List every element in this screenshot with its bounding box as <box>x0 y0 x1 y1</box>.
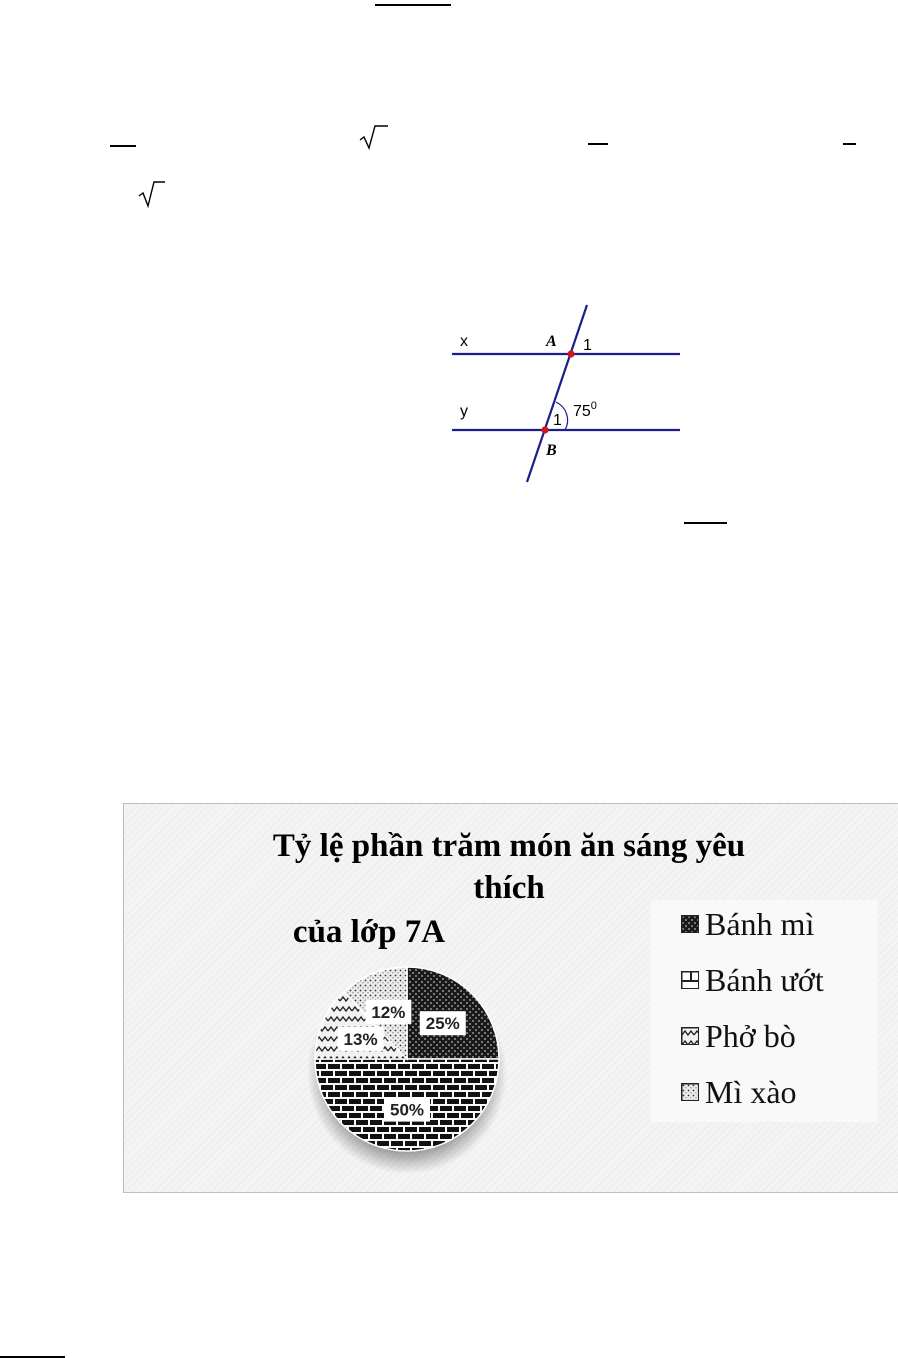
angle-degree-mark: 0 <box>590 400 597 412</box>
pie-chart-card <box>123 803 898 1193</box>
parallel-lines-figure <box>440 295 690 490</box>
legend-swatch-banh-mi <box>681 915 699 933</box>
pie-label-banh-uot <box>384 1098 430 1122</box>
point-b <box>541 426 548 433</box>
angle-a-label: 1 <box>583 337 592 354</box>
chart-legend <box>651 900 877 1122</box>
svg-text:25%: 25% <box>425 1014 460 1034</box>
pie-label-pho-bo <box>338 1027 384 1051</box>
legend-item-banh-uot <box>681 960 824 1000</box>
angle-value: 75 <box>573 403 591 420</box>
legend-label-banh-uot: Bánh ướt <box>705 961 824 998</box>
legend-label-mi-xao: Mì xào <box>705 1073 797 1110</box>
legend-swatch-mi-xao <box>681 1083 699 1101</box>
line-y-label: y <box>460 403 468 420</box>
legend-swatch-pho-bo <box>681 1027 699 1045</box>
angle-b-label: 1 <box>553 412 562 429</box>
legend-label-banh-mi: Bánh mì <box>705 905 815 942</box>
sqrt-sign-1 <box>358 124 390 150</box>
fraction-bar-1 <box>110 145 136 147</box>
legend-item-mi-xao <box>681 1072 797 1112</box>
legend-label-pho-bo: Phở bò <box>705 1017 796 1054</box>
legend-item-banh-mi <box>681 904 814 944</box>
chart-subtitle: của lớp 7A <box>292 914 446 950</box>
chart-title-line-1: Tỷ lệ phần trăm món ăn sáng yêu <box>272 828 746 864</box>
legend-swatch-banh-uot <box>681 971 699 989</box>
chart-title-line-2: thích <box>473 870 545 906</box>
svg-text:13%: 13% <box>343 1029 378 1049</box>
fraction-bar-3 <box>843 143 856 145</box>
angle-value-label <box>573 400 597 420</box>
sqrt-sign-2 <box>137 180 167 208</box>
svg-text:12%: 12% <box>371 1002 406 1022</box>
svg-text:50%: 50% <box>389 1100 425 1120</box>
pie-label-banh-mi <box>420 1011 466 1035</box>
point-b-label: B <box>546 442 557 459</box>
point-a-label: A <box>546 333 557 350</box>
pie-label-mi-xao <box>365 1000 411 1024</box>
fraction-bar-2 <box>588 143 608 145</box>
legend-item-pho-bo <box>681 1016 796 1056</box>
line-x-label: x <box>460 333 468 350</box>
top-rule <box>375 4 451 6</box>
point-a <box>567 350 574 357</box>
transversal-line <box>527 305 587 482</box>
pie-slices <box>315 967 499 1151</box>
mid-rule <box>684 522 727 524</box>
